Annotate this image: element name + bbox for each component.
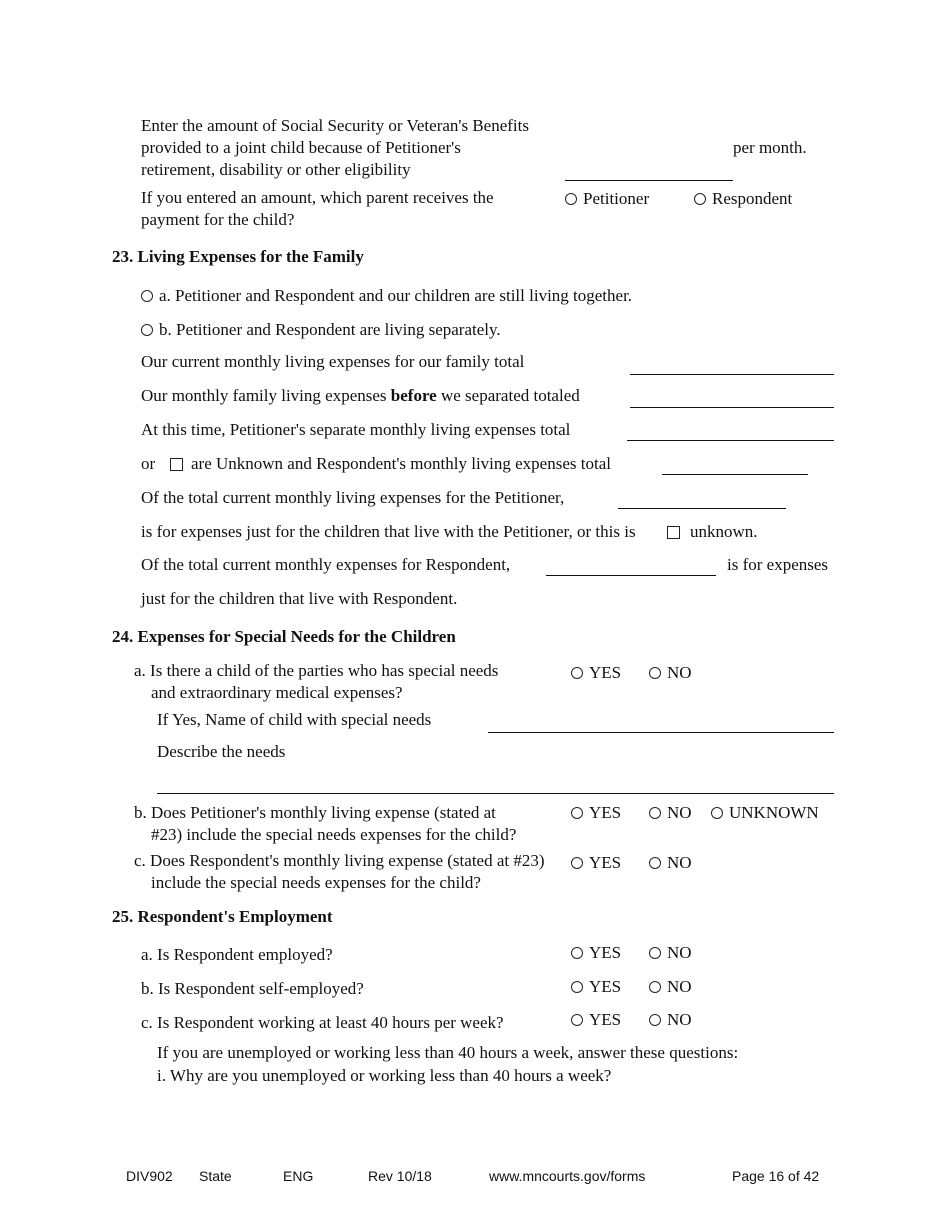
respondent-expenses-label: are Unknown and Respondent's monthly living expenses total	[191, 454, 611, 473]
radio-circle-icon	[571, 947, 583, 959]
radio-24b-no[interactable]	[649, 803, 692, 823]
radio-24a-yes[interactable]	[571, 663, 621, 683]
which-parent-line2: payment for the child?	[141, 210, 295, 229]
radio-25c-yes-label: YES	[589, 1010, 622, 1029]
petitioner-separate-label: At this time, Petitioner's separate monthly living expenses total	[141, 420, 571, 439]
section-24-heading: 24. Expenses for Special Needs for the Children	[112, 627, 456, 646]
current-total-field[interactable]	[630, 374, 834, 375]
radio-circle-icon	[571, 981, 583, 993]
footer-form-id: DIV902	[126, 1168, 173, 1184]
question-24c-line1: c. Does Respondent's monthly living expense (stated at #23)	[134, 851, 545, 870]
radio-circle-icon	[571, 1014, 583, 1026]
footer-revision: Rev 10/18	[368, 1168, 432, 1184]
footer-jurisdiction: State	[199, 1168, 232, 1184]
radio-24b-yes-label: YES	[589, 803, 622, 822]
children-respondent-label: just for the children that live with Respondent.	[141, 589, 458, 608]
question-25b: b. Is Respondent self-employed?	[141, 979, 364, 998]
section-23-heading: 23. Living Expenses for the Family	[112, 247, 364, 266]
radio-circle-icon	[694, 193, 706, 205]
radio-25a-no-label: NO	[667, 943, 692, 962]
question-24a-line2: and extraordinary medical expenses?	[151, 683, 403, 702]
before-separation-label: Our monthly family living expenses before we separated totaled	[141, 386, 580, 405]
radio-24b-unknown[interactable]	[711, 803, 819, 823]
child-name-field[interactable]	[488, 732, 834, 733]
child-name-label: If Yes, Name of child with special needs	[157, 710, 432, 729]
unknown-label: unknown.	[690, 522, 758, 541]
section-25-heading: 25. Respondent's Employment	[112, 907, 333, 926]
radio-respondent-label: Respondent	[712, 189, 793, 208]
which-parent-line1: If you entered an amount, which parent receives the	[141, 188, 494, 207]
radio-circle-icon	[649, 857, 661, 869]
radio-respondent[interactable]	[694, 189, 792, 209]
radio-circle-icon	[571, 807, 583, 819]
radio-25b-yes-label: YES	[589, 977, 622, 996]
radio-25a-no[interactable]	[649, 943, 692, 963]
radio-petitioner-label: Petitioner	[583, 189, 650, 208]
radio-24c-yes[interactable]	[571, 853, 621, 873]
petitioner-separate-field[interactable]	[627, 440, 834, 441]
of-total-petitioner-label: Of the total current monthly living expenses for the Petitioner,	[141, 488, 565, 507]
question-24a-line1: a. Is there a child of the parties who has special needs	[134, 661, 499, 680]
radio-living-together[interactable]	[141, 286, 632, 306]
unemployed-note: If you are unemployed or working less than 40 hours a week, answer these questions:	[157, 1043, 739, 1062]
radio-24b-no-label: NO	[667, 803, 692, 822]
radio-24a-no-label: NO	[667, 663, 692, 682]
children-unknown-checkbox[interactable]	[667, 526, 680, 539]
radio-24b-yes[interactable]	[571, 803, 621, 823]
radio-circle-icon	[649, 807, 661, 819]
radio-25b-yes[interactable]	[571, 977, 621, 997]
children-petitioner-label: is for expenses just for the children that live with the Petitioner, or this is	[141, 522, 636, 541]
petitioner-children-field[interactable]	[618, 508, 786, 509]
ss-amount-field[interactable]	[565, 180, 733, 181]
radio-circle-icon	[141, 324, 153, 336]
respondent-expenses-field[interactable]	[662, 474, 808, 475]
radio-circle-icon	[649, 667, 661, 679]
radio-living-together-label: a. Petitioner and Respondent and our children are still living together.	[159, 286, 633, 305]
radio-24b-unknown-label: UNKNOWN	[729, 803, 819, 822]
unknown-checkbox[interactable]	[170, 458, 183, 471]
ss-prompt-line2: provided to a joint child because of Petitioner's	[141, 138, 461, 157]
radio-24c-no-label: NO	[667, 853, 692, 872]
radio-25c-no-label: NO	[667, 1010, 692, 1029]
footer-page-number: Page 16 of 42	[732, 1168, 820, 1184]
of-total-respondent-label: Of the total current monthly expenses for Respondent,	[141, 555, 511, 574]
per-month-label: per month.	[733, 138, 807, 157]
radio-circle-icon	[571, 667, 583, 679]
is-for-expenses-label: is for expenses	[727, 555, 829, 574]
question-24b-line1: b. Does Petitioner's monthly living expense (stated at	[134, 803, 496, 822]
radio-24c-yes-label: YES	[589, 853, 622, 872]
radio-25b-no-label: NO	[667, 977, 692, 996]
question-24b-line2: #23) include the special needs expenses for the child?	[151, 825, 517, 844]
radio-25b-no[interactable]	[649, 977, 692, 997]
or-label: or	[141, 454, 156, 473]
radio-25c-no[interactable]	[649, 1010, 692, 1030]
describe-needs-label: Describe the needs	[157, 742, 286, 761]
radio-24a-yes-label: YES	[589, 663, 622, 682]
footer-language: ENG	[283, 1168, 314, 1184]
ss-prompt-line1: Enter the amount of Social Security or Veteran's Benefits	[141, 116, 529, 135]
radio-circle-icon	[565, 193, 577, 205]
radio-circle-icon	[711, 807, 723, 819]
question-25ci: i. Why are you unemployed or working less than 40 hours a week?	[157, 1066, 612, 1085]
radio-24c-no[interactable]	[649, 853, 692, 873]
radio-living-separately[interactable]	[141, 320, 501, 340]
respondent-children-field[interactable]	[546, 575, 716, 576]
describe-needs-field[interactable]	[157, 793, 834, 794]
current-total-label: Our current monthly living expenses for our family total	[141, 352, 525, 371]
radio-circle-icon	[649, 947, 661, 959]
question-24c-line2: include the special needs expenses for the child?	[151, 873, 481, 892]
radio-circle-icon	[571, 857, 583, 869]
radio-24a-no[interactable]	[649, 663, 692, 683]
ss-prompt-line3: retirement, disability or other eligibility	[141, 160, 411, 179]
radio-circle-icon	[649, 981, 661, 993]
question-25a: a. Is Respondent employed?	[141, 945, 333, 964]
radio-circle-icon	[141, 290, 153, 302]
radio-circle-icon	[649, 1014, 661, 1026]
radio-25a-yes-label: YES	[589, 943, 622, 962]
footer-url[interactable]: www.mncourts.gov/forms	[489, 1168, 646, 1184]
radio-25a-yes[interactable]	[571, 943, 621, 963]
question-25c: c. Is Respondent working at least 40 hours per week?	[141, 1013, 504, 1032]
radio-25c-yes[interactable]	[571, 1010, 621, 1030]
radio-living-separately-label: b. Petitioner and Respondent are living separately.	[159, 320, 501, 339]
radio-petitioner[interactable]	[565, 189, 649, 209]
before-separation-field[interactable]	[630, 407, 834, 408]
